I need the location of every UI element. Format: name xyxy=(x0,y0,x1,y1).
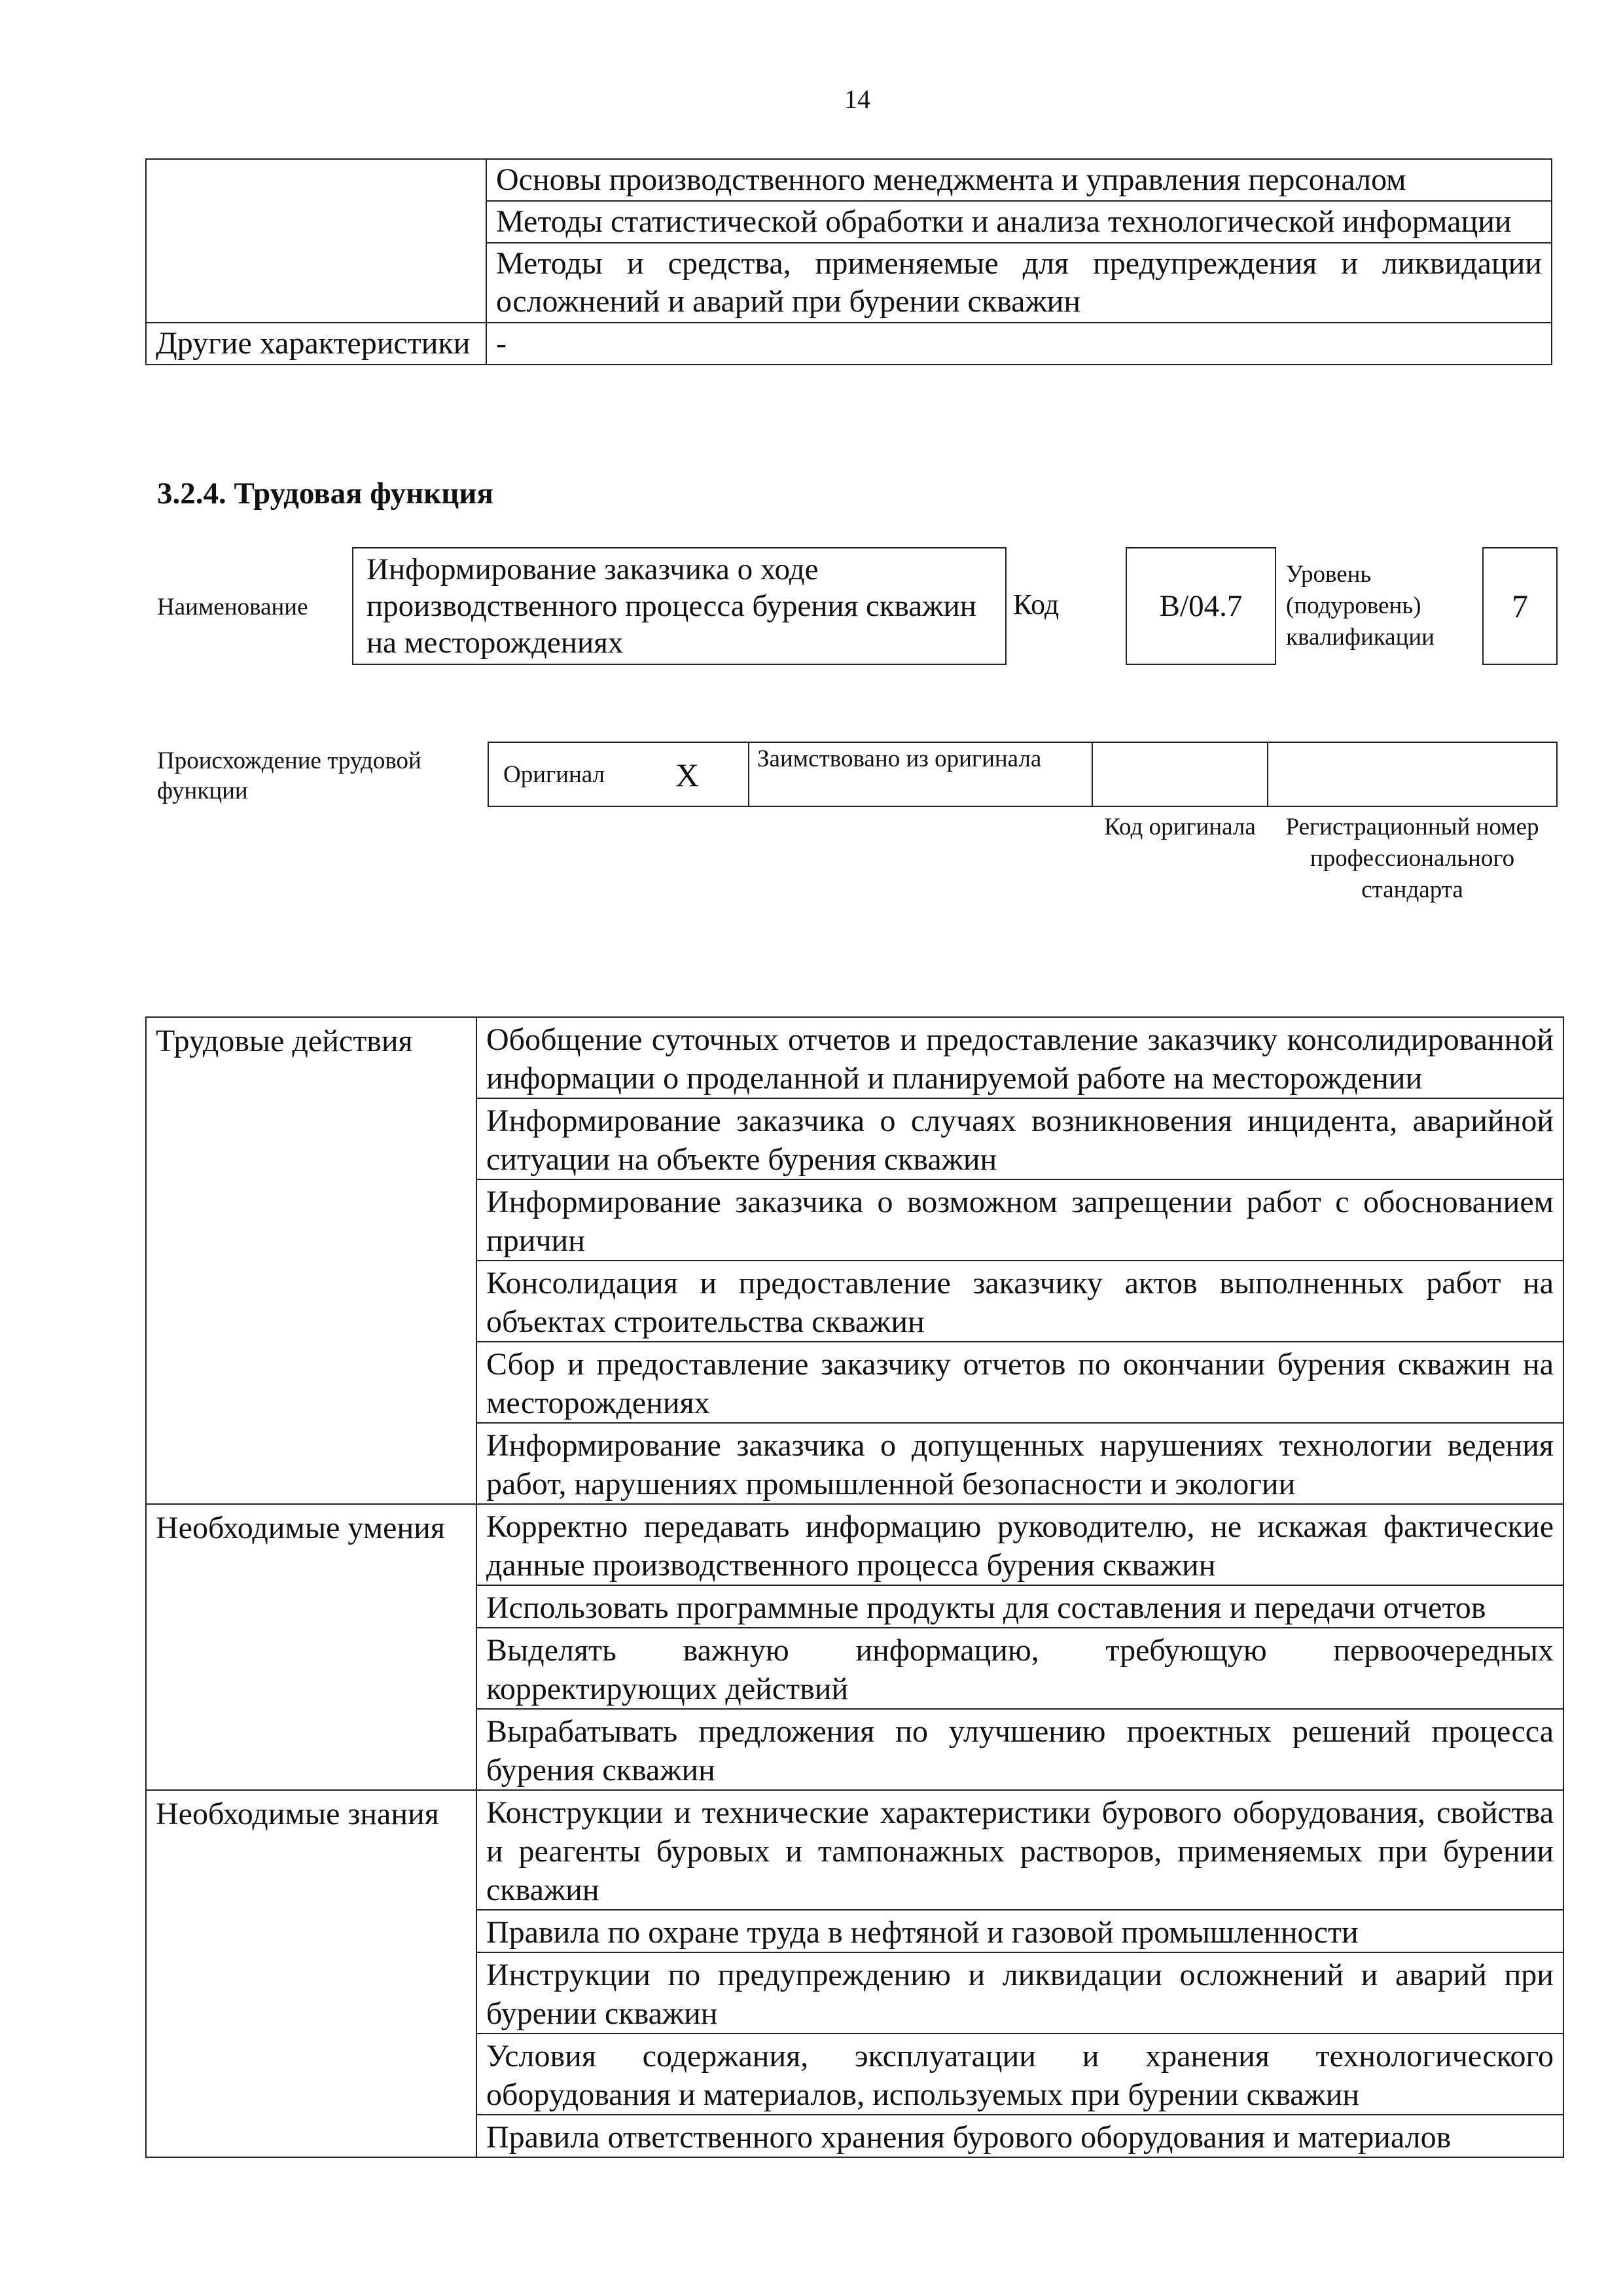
function-name-box: Информирование заказчика о ходе производственного процесса бурения скважин на месторождениях xyxy=(352,547,1007,665)
code-original-cell xyxy=(1092,742,1268,807)
table-cell: Информирование заказчика о возможном запрещении работ с обоснованием причин xyxy=(476,1179,1563,1261)
original-cell xyxy=(488,742,749,807)
group-label-actions: Трудовые действия xyxy=(146,1017,476,1504)
table-cell: Корректно передавать информацию руководителю, не искажая фактические данные производственного процесса бурения скважин xyxy=(476,1504,1563,1585)
level-value-box: 7 xyxy=(1482,547,1558,665)
reg-number-cell xyxy=(1267,742,1558,807)
table-cell: Выделять важную информацию, требующую первоочередных корректирующих действий xyxy=(476,1628,1563,1709)
table-row xyxy=(146,323,1552,365)
code-value-box: B/04.7 xyxy=(1126,547,1276,665)
group-label-skills: Необходимые умения xyxy=(146,1504,476,1790)
table-cell: Основы производственного менеджмента и управления персоналом xyxy=(486,159,1552,201)
labor-function-table xyxy=(145,1016,1564,2158)
borrowed-label: Заимствовано из оригинала xyxy=(757,745,1042,772)
table-row xyxy=(146,159,1552,201)
section-title: 3.2.4. Трудовая функция xyxy=(157,476,493,511)
original-mark: X xyxy=(675,757,700,793)
origin-label: Происхождение трудовой функции xyxy=(157,747,421,804)
table-cell: Консолидация и предоставление заказчику актов выполненных работ на объектах строительства скважин xyxy=(476,1261,1563,1342)
table-row xyxy=(146,1504,1563,1585)
other-characteristics-value: - xyxy=(486,323,1552,365)
table-cell: Правила по охране труда в нефтяной и газовой промышленности xyxy=(476,1910,1563,1952)
table-cell: Инструкции по предупреждению и ликвидации осложнений и аварий при бурении скважин xyxy=(476,1952,1563,2034)
table-cell: Условия содержания, эксплуатации и хранения технологического оборудования и материалов, используемых при бурении скважин xyxy=(476,2034,1563,2115)
table-cell: Методы статистической обработки и анализа технологической информации xyxy=(486,201,1552,243)
other-characteristics-label: Другие характеристики xyxy=(146,323,486,365)
table-cell: Сбор и предоставление заказчику отчетов по окончании бурения скважин на месторождениях xyxy=(476,1342,1563,1423)
table-cell: Информирование заказчика о случаях возникновения инцидента, аварийной ситуации на объекте бурения скважин xyxy=(476,1098,1563,1179)
table-cell: Конструкции и технические характеристики бурового оборудования, свойства и реагенты буровых и тампонажных растворов, применяемых при бурении скважин xyxy=(476,1790,1563,1910)
name-label: Наименование xyxy=(157,594,308,620)
table-cell-empty xyxy=(146,159,486,323)
table-cell: Методы и средства, применяемые для предупреждения и ликвидации осложнений и аварий при бурении скважин xyxy=(486,243,1552,323)
table-cell: Использовать программные продукты для составления и передачи отчетов xyxy=(476,1585,1563,1628)
table-row xyxy=(146,1790,1563,1910)
reg-number-label: Регистрационный номер профессионального стандарта xyxy=(1285,814,1539,903)
code-label: Код xyxy=(1013,588,1060,620)
table-cell: Вырабатывать предложения по улучшению проектных решений процесса бурения скважин xyxy=(476,1709,1563,1790)
original-label: Оригинал xyxy=(503,761,605,788)
group-label-knowledge: Необходимые знания xyxy=(146,1790,476,2157)
knowledge-table-continued xyxy=(145,158,1552,365)
table-row xyxy=(146,1017,1563,1098)
table-cell: Информирование заказчика о допущенных нарушениях технологии ведения работ, нарушениях промышленной безопасности и экологии xyxy=(476,1423,1563,1504)
table-cell: Правила ответственного хранения бурового оборудования и материалов xyxy=(476,2115,1563,2157)
level-label: Уровень (подуровень) квалификации xyxy=(1286,561,1435,651)
borrowed-cell xyxy=(748,742,1093,807)
code-original-label: Код оригинала xyxy=(1104,814,1256,840)
page-number: 14 xyxy=(844,84,870,114)
table-cell: Обобщение суточных отчетов и предоставление заказчику консолидированной информации о проделанной и планируемой работе на месторождении xyxy=(476,1017,1563,1098)
